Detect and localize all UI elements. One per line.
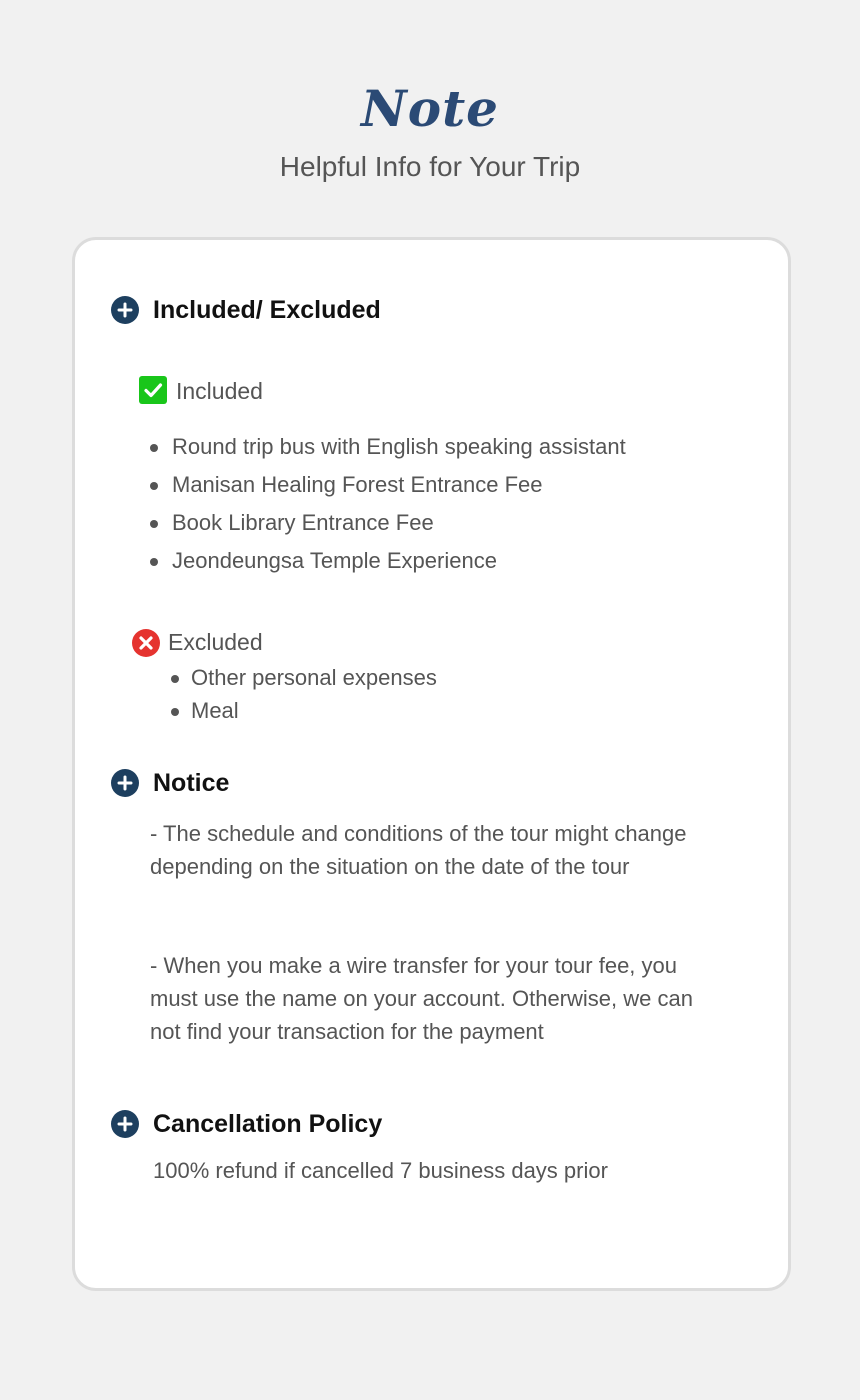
- notice-heading[interactable]: Notice: [153, 769, 230, 797]
- page-title: Note: [361, 79, 499, 138]
- list-item: Other personal expenses: [171, 665, 437, 698]
- included-excluded-heading[interactable]: Included/ Excluded: [153, 296, 381, 324]
- list-item: Round trip bus with English speaking assistant: [150, 434, 626, 472]
- info-card: [72, 237, 791, 1291]
- included-list: [150, 434, 626, 586]
- list-item: Book Library Entrance Fee: [150, 510, 626, 548]
- checkbox-checked-icon: [139, 376, 167, 404]
- cancellation-policy-heading[interactable]: Cancellation Policy: [153, 1110, 383, 1138]
- cancellation-policy-text: 100% refund if cancelled 7 business days prior: [153, 1158, 608, 1183]
- included-label: Included: [176, 378, 263, 404]
- plus-circle-icon[interactable]: [111, 1110, 139, 1138]
- list-item: Meal: [171, 698, 437, 731]
- notice-paragraph: - The schedule and conditions of the tour might change depending on the situation on the date of the tour: [150, 821, 687, 879]
- list-item: Jeondeungsa Temple Experience: [150, 548, 626, 586]
- plus-circle-icon[interactable]: [111, 296, 139, 324]
- excluded-label: Excluded: [168, 629, 263, 655]
- plus-circle-icon[interactable]: [111, 769, 139, 797]
- excluded-list: [171, 665, 437, 731]
- notice-paragraph: - When you make a wire transfer for your tour fee, you must use the name on your account. Otherwise, we can not find your transaction for the payment: [150, 953, 693, 1044]
- page-subtitle: Helpful Info for Your Trip: [279, 151, 581, 182]
- list-item: Manisan Healing Forest Entrance Fee: [150, 472, 626, 510]
- x-circle-icon: [132, 629, 160, 657]
